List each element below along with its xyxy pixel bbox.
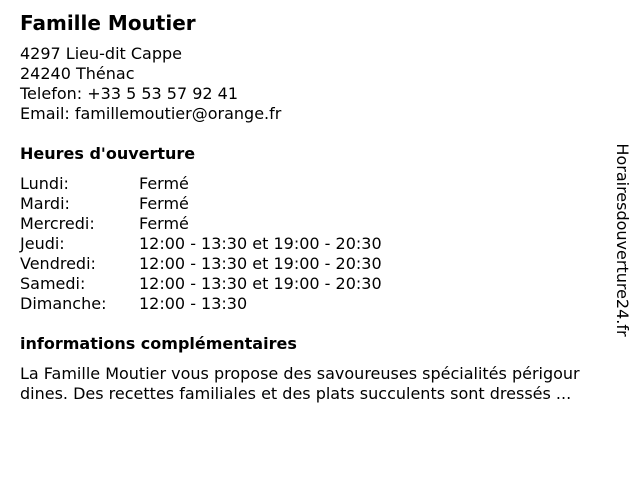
hours-time: 12:00 - 13:30 et 19:00 - 20:30: [139, 254, 382, 273]
hours-day: Jeudi:: [20, 234, 65, 253]
hours-day: Mercredi:: [20, 214, 95, 233]
hours-time: 12:00 - 13:30 et 19:00 - 20:30: [139, 274, 382, 293]
address-line-2: 24240 Thénac: [20, 64, 135, 83]
hours-time: 12:00 - 13:30: [139, 294, 248, 313]
hours-day: Dimanche:: [20, 294, 107, 313]
hours-day: Lundi:: [20, 174, 69, 193]
hours-row: [20, 174, 620, 194]
hours-heading: Heures d'ouverture: [20, 144, 196, 163]
phone-line: Telefon: +33 5 53 57 92 41: [20, 84, 239, 103]
address-line-1: 4297 Lieu-dit Cappe: [20, 44, 183, 63]
hours-row: [20, 254, 620, 274]
hours-time: Fermé: [139, 174, 189, 193]
hours-row: [20, 214, 620, 234]
hours-table: [20, 174, 620, 314]
hours-row: [20, 234, 620, 254]
hours-day: Mardi:: [20, 194, 70, 213]
hours-day: Samedi:: [20, 274, 86, 293]
email-line: Email: famillemoutier@orange.fr: [20, 104, 282, 123]
info-heading: informations complémentaires: [20, 334, 297, 353]
hours-row: [20, 194, 620, 214]
business-card: [20, 10, 620, 404]
hours-time: Fermé: [139, 194, 189, 213]
hours-row: [20, 274, 620, 294]
business-name: Famille Moutier: [20, 11, 196, 35]
hours-time: Fermé: [139, 214, 189, 233]
hours-day: Vendredi:: [20, 254, 96, 273]
hours-row: [20, 294, 620, 314]
hours-time: 12:00 - 13:30 et 19:00 - 20:30: [139, 234, 382, 253]
info-description: La Famille Moutier vous propose des savoureuses spécialités périgour dines. Des recettes familiales et des plats succulents sont dressés ...: [20, 364, 580, 403]
site-watermark: Horairesdouverture24.fr: [613, 143, 632, 337]
